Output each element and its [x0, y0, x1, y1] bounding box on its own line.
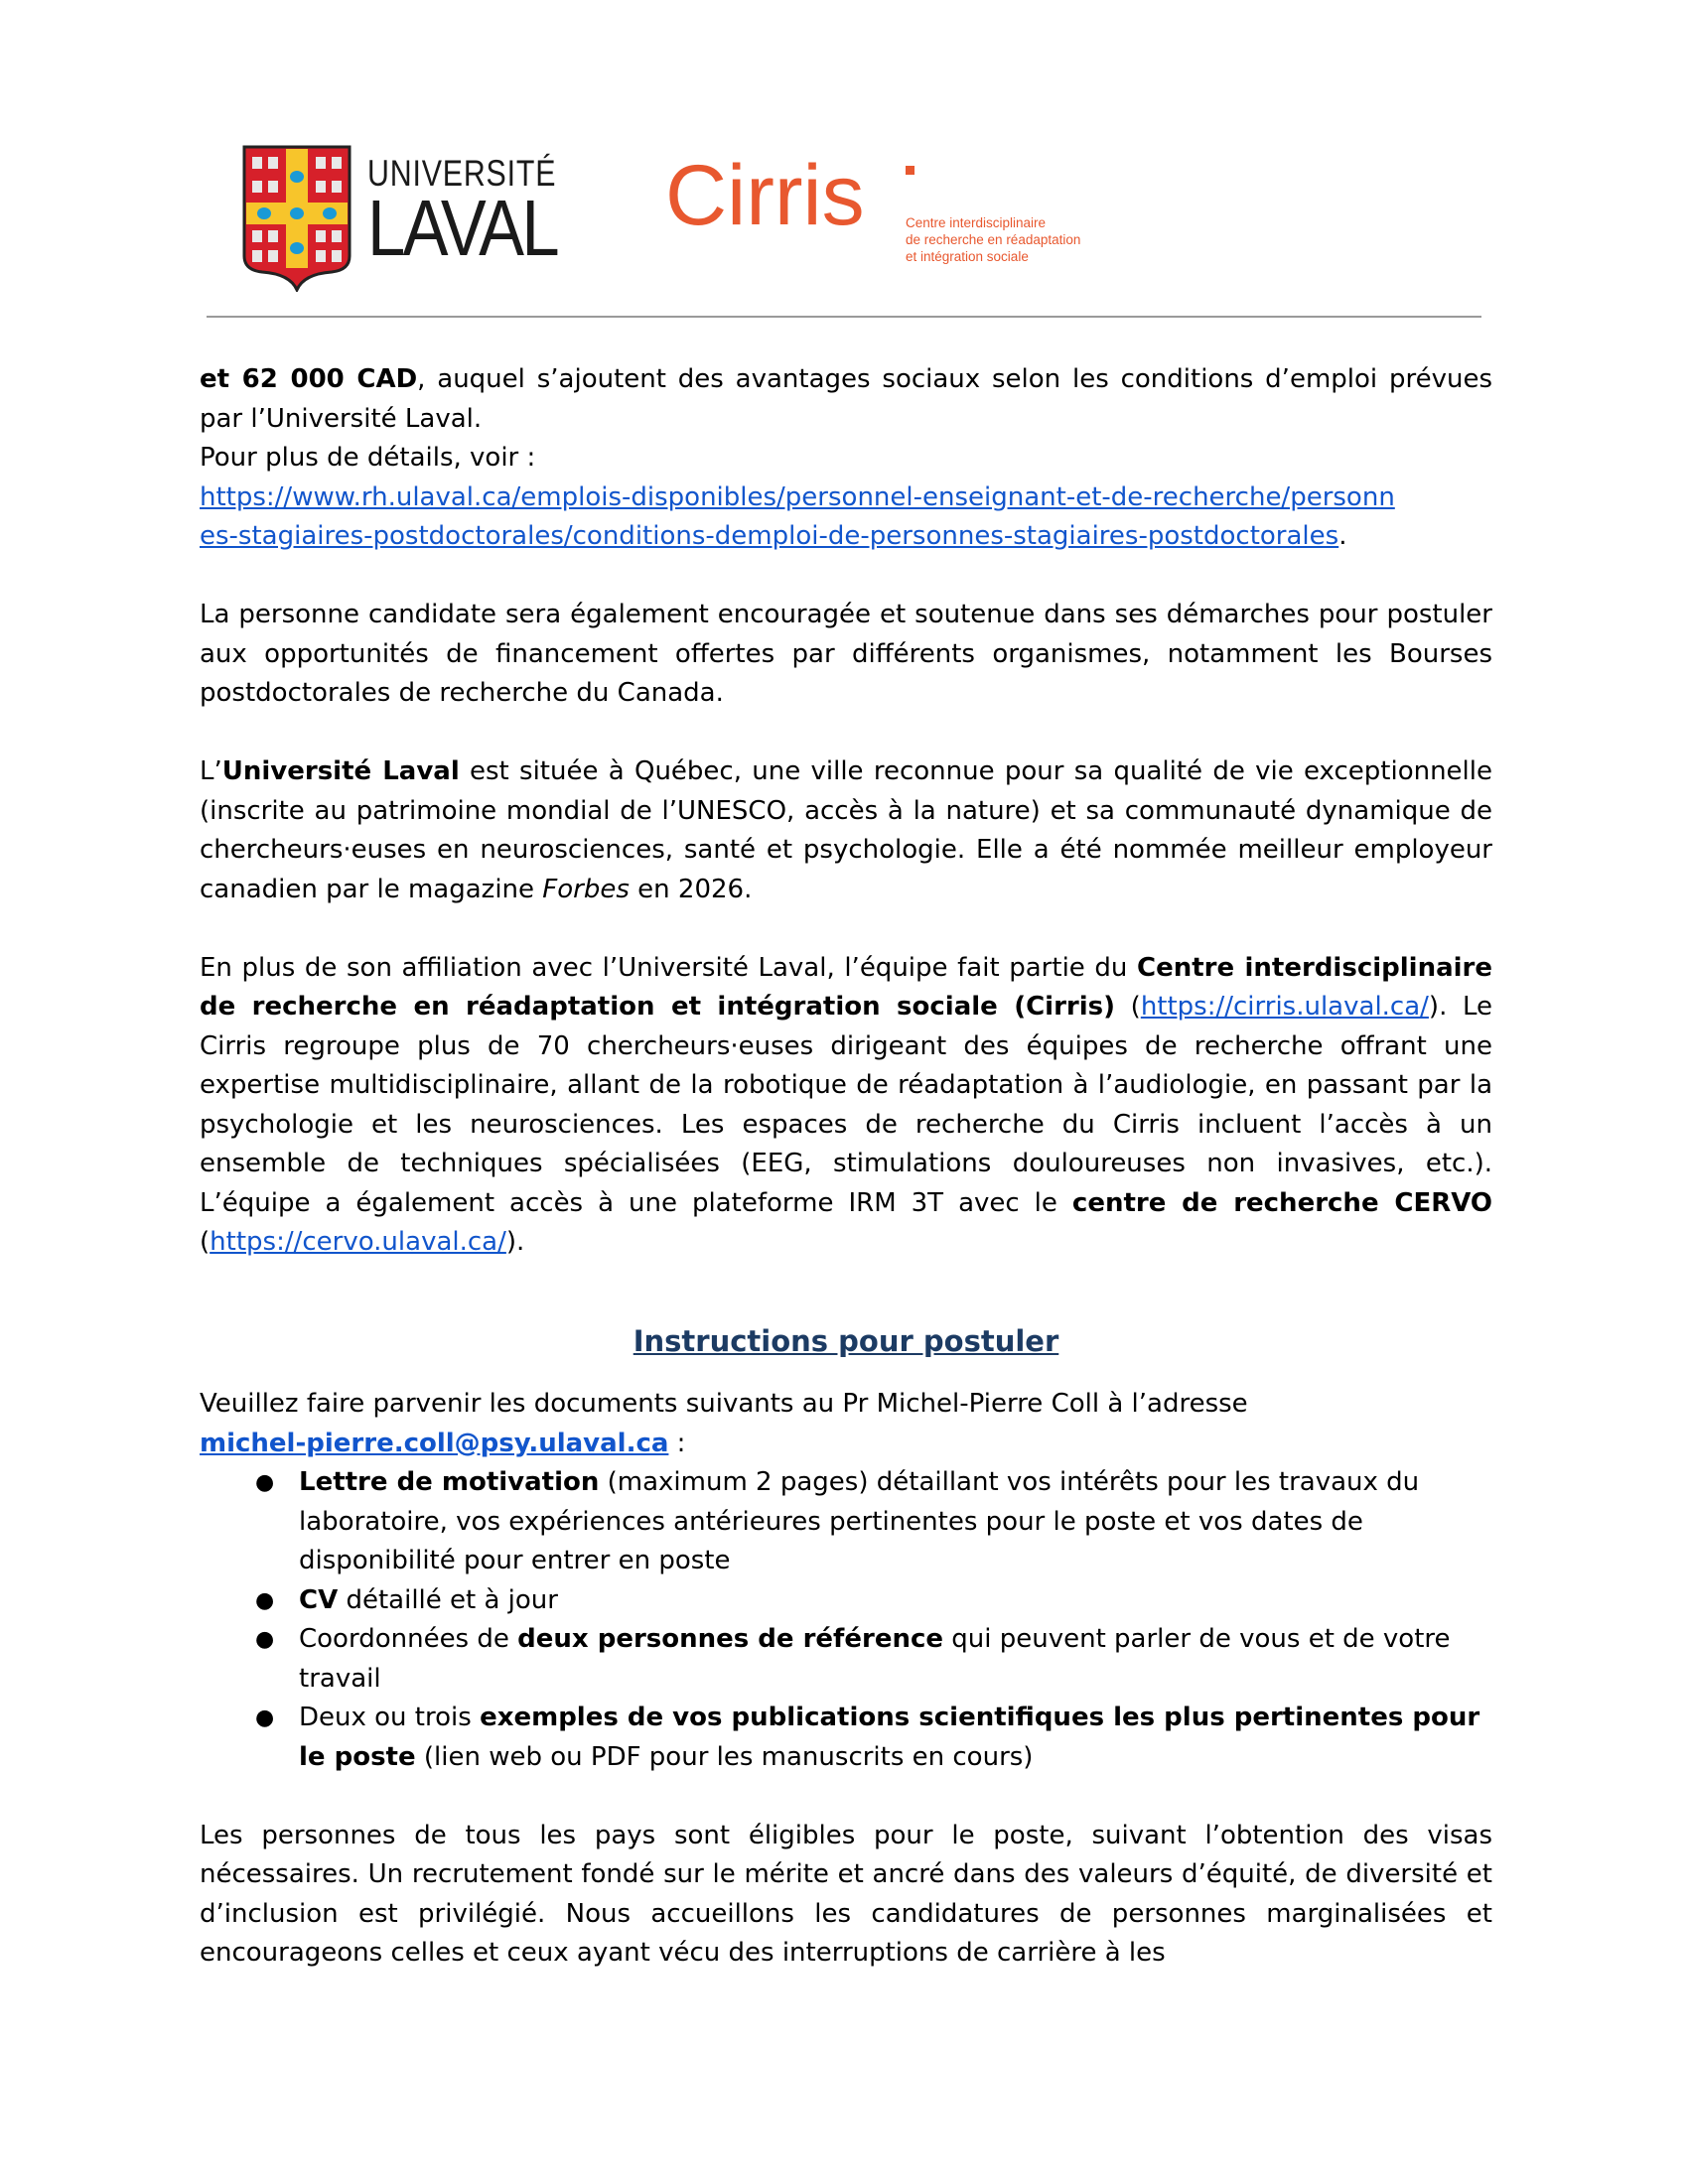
details-label: Pour plus de détails, voir : — [200, 443, 536, 473]
email-paragraph — [200, 1425, 1492, 1464]
item-bold: Lettre de motivation — [299, 1467, 600, 1497]
list-item — [200, 1699, 1492, 1777]
bullet-icon: ● — [255, 1587, 275, 1613]
laval-label: LAVAL — [367, 184, 558, 272]
item-bold: deux personnes de référence — [517, 1624, 944, 1654]
cervo-name: centre de recherche CERVO — [1071, 1187, 1492, 1218]
forbes-italic: Forbes — [542, 874, 630, 904]
text: en 2026. — [629, 874, 753, 904]
item-bold: CV — [299, 1584, 339, 1615]
salary-paragraph — [200, 360, 1492, 439]
cirris-logo-wordmark: Cirris — [665, 148, 865, 243]
text: est située à Québec, une ville reconnue pour sa qualité de vie exceptionnelle (inscrite au patrimoine mondial de l’UNESCO, accès à la nature) et sa communauté dynamique de chercheurs·euses en neurosciences, santé et psychologie. Elle a été nommée meilleur employeur canadien par le magazine — [200, 756, 1492, 904]
cirris-subtitle-line: et intégration sociale — [906, 249, 1029, 264]
list-item — [200, 1463, 1492, 1581]
cirris-full-name: Centre interdisciplinaire de recherche en réadaptation et intégration sociale (Cirris) — [200, 952, 1492, 1022]
text: ( — [200, 1227, 211, 1257]
universite-laval-wordmark — [367, 153, 598, 272]
link-line-1: https://www.rh.ulaval.ca/emplois-disponibles/personnel-enseignant-et-de-recherche/personn — [200, 481, 1395, 512]
list-item — [200, 1620, 1492, 1699]
text: ( — [1115, 992, 1141, 1022]
requirements-list — [200, 1463, 1492, 1777]
bullet-icon: ● — [255, 1627, 275, 1652]
cervo-link[interactable]: https://cervo.ulaval.ca/ — [210, 1227, 506, 1257]
eligibility-paragraph: Les personnes de tous les pays sont éligibles pour le poste, suivant l’obtention des visas nécessaires. Un recrutement fondé sur le mérite et ancré dans des valeurs d’équité, de diversité et d’inclusion est privilégié. Nous accueillons les candidatures de personnes marginalisées et encourageons celles et ceux ayant vécu des interruptions de carrière à les — [200, 1820, 1492, 1968]
cirris-subtitle-line: Centre interdisciplinaire — [906, 215, 1047, 230]
document-header — [0, 0, 1688, 338]
item-text: (lien web ou PDF pour les manuscrits en cours) — [415, 1741, 1034, 1772]
laval-paragraph — [200, 752, 1492, 909]
salary-text: , auquel s’ajoutent des avantages sociaux selon les conditions d’emploi prévues par l’Université Laval. — [200, 364, 1492, 434]
cirris-logo-subtitle — [906, 214, 1080, 265]
universite-laval-bold: Université Laval — [221, 756, 460, 786]
cirris-subtitle-line: de recherche en réadaptation — [906, 232, 1081, 247]
universite-laval-shield-icon — [242, 145, 352, 292]
bullet-icon: ● — [255, 1706, 275, 1730]
text: L’ — [200, 756, 222, 786]
header-divider — [207, 316, 1481, 318]
bullet-icon: ● — [255, 1470, 275, 1495]
item-text: détaillé et à jour — [338, 1584, 558, 1615]
link-line-2: es-stagiaires-postdoctorales/conditions-demploi-de-personnes-stagiaires-postdoctorales — [200, 521, 1339, 551]
text: ). — [505, 1227, 525, 1257]
instructions-intro: Veuillez faire parvenir les documents suivants au Pr Michel-Pierre Coll à l’adresse — [200, 1389, 1248, 1419]
instructions-heading: Instructions pour postuler — [633, 1324, 1059, 1358]
email-link[interactable]: michel-pierre.coll@psy.ulaval.ca — [200, 1428, 669, 1458]
universite-label: UNIVERSITÉ — [367, 153, 557, 194]
item-text: (maximum 2 pages) détaillant vos intérêts pour les travaux du laboratoire, vos expériences antérieures pertinentes pour le poste et vos dates de disponibilité pour entrer en poste — [299, 1467, 1420, 1575]
funding-paragraph: La personne candidate sera également encouragée et soutenue dans ses démarches pour postuler aux opportunités de financement offertes par différents organismes, notamment les Bourses postdoctorales de recherche du Canada. — [200, 600, 1492, 708]
cirris-link[interactable]: https://cirris.ulaval.ca/ — [1140, 992, 1429, 1022]
details-link-paragraph — [200, 478, 1492, 557]
document-body — [200, 360, 1492, 1974]
item-text: Coordonnées de — [299, 1624, 518, 1654]
text: ). Le Cirris regroupe plus de 70 chercheurs·euses dirigeant des équipes de recherche offrant une expertise multidisciplinaire, allant de la robotique de réadaptation à l’audiologie, en passant par la psychologie et les neurosciences. Les espaces de recherche du Cirris incluent l’accès à un ensemble de techniques spécialisées (EEG, stimulations douloureuses non invasives, etc.). L’équipe a également accès à une plateforme IRM 3T avec le — [200, 992, 1492, 1218]
salary-amount: et 62 000 CAD — [200, 364, 418, 394]
item-bold: exemples de vos publications scientifiques les plus pertinentes pour le poste — [299, 1703, 1480, 1772]
text: En plus de son affiliation avec l’Université Laval, l’équipe fait partie du — [200, 952, 1137, 983]
text: : — [668, 1428, 686, 1458]
item-text: Deux ou trois — [299, 1703, 481, 1732]
conditions-emploi-link[interactable] — [200, 482, 1395, 552]
item-text: qui peuvent parler de vous et de votre travail — [299, 1624, 1451, 1694]
period: . — [1338, 521, 1347, 551]
cirris-paragraph — [200, 949, 1492, 1263]
list-item — [200, 1581, 1492, 1621]
cirris-logo-dot-icon — [906, 166, 914, 175]
